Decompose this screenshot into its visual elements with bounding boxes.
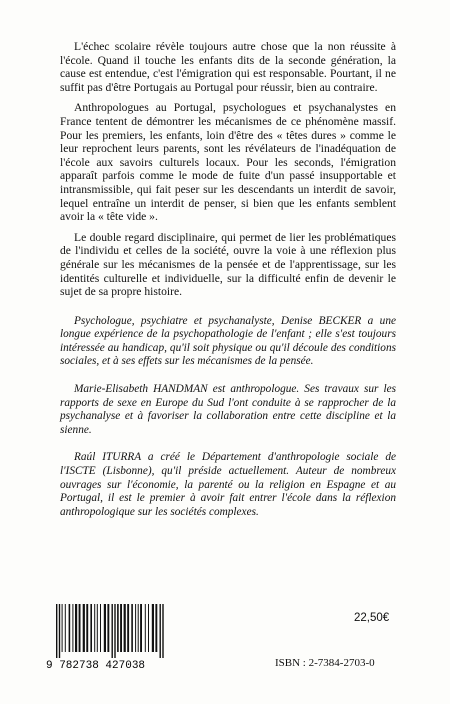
barcode-bar (83, 604, 85, 652)
barcode-bar (79, 604, 81, 652)
barcode-bar (120, 604, 122, 652)
barcode-bar (112, 604, 113, 658)
blurb-paragraph-1: L'échec scolaire révèle toujours autre chose que la non réussite à l'école. Quand il touche les enfants dits de la seconde génération, la cause est entendue, c'est l'émigration qui est responsable. Pourtant, il ne suffit pas d'être Portugais au Portugal pour réussir, bien au contraire. (60, 40, 396, 94)
barcode-bar (100, 604, 101, 652)
barcode-bar (162, 604, 163, 658)
bio-becker: Psychologue, psychiatre et psychanalyste, Denise BECKER a une longue expérience de la psychopathologie de l'enfant ; elle s'est toujours intéressée au handicap, qu'il soit physique ou qu'il découle des conditions sociales, et à ses effets sur les mécanismes de la pensée. (60, 314, 396, 368)
barcode-bar (59, 604, 60, 658)
barcode-bar (62, 604, 63, 652)
barcode-bar (86, 604, 88, 652)
bio-iturra: Raúl ITURRA a créé le Département d'anthropologie sociale de l'ISCTE (Lisbonne), qu'il préside actuellement. Auteur de nombreux ouvrages sur l'économie, la parenté ou la religion en Espagne et au Portugal, il est le premier à avoir fait entrer l'école dans la réflexion anthropologique sur les sociétés complexes. (60, 451, 396, 518)
barcode-bar (148, 604, 149, 652)
barcode-bar (117, 604, 119, 652)
barcode-bar (90, 604, 92, 652)
barcode-bar (72, 604, 73, 652)
price: 22,50€ (354, 612, 390, 624)
isbn: ISBN : 2-7384-2703-0 (275, 657, 375, 669)
barcode-bar (152, 604, 154, 652)
barcode-bar (69, 604, 71, 652)
barcode-bar (94, 604, 95, 652)
barcode-bars (46, 604, 244, 670)
barcode-bar (56, 604, 57, 658)
author-bios (60, 315, 396, 520)
blurb-paragraph-3: Le double regard disciplinaire, qui permet de lier les problématiques de l'individu et celles de la société, ouvre la voie à une réflexion plus générale sur les mécanismes de la pensée et de l'apprentissage, sur les identités culturelle et individuelle, sur la difficulté enfin de devenir le sujet de sa propre histoire. (60, 230, 396, 299)
blurb (60, 40, 396, 299)
barcode-bar (155, 604, 157, 652)
barcode-bar (127, 604, 129, 652)
barcode-bar (140, 604, 142, 652)
barcode (46, 604, 244, 670)
barcode-bar (97, 604, 98, 652)
barcode-bar (135, 604, 136, 652)
barcode-bar (160, 604, 161, 658)
barcode-bar (107, 604, 109, 652)
barcode-bar (145, 604, 146, 652)
bio-handman: Marie-Elisabeth HANDMAN est anthropologue. Ses travaux sur les rapports de sexe en Europe du Sud l'ont conduite à se rapprocher de la psychanalyse et à favoriser la collaboration entre cette discipline et la sienne. (60, 383, 396, 436)
barcode-bar (124, 604, 126, 652)
barcode-digits: 9 782738 427038 (46, 660, 146, 670)
cover-text (60, 40, 396, 533)
barcode-bar (104, 604, 106, 652)
barcode-bar (114, 604, 115, 658)
barcode-bar (65, 604, 66, 652)
barcode-bar (138, 604, 139, 652)
barcode-bar (131, 604, 133, 652)
blurb-paragraph-2: Anthropologues au Portugal, psychologues et psychanalystes en France tentent de démontrer les mécanismes de ce phénomène massif. Pour les premiers, les enfants, loin d'être des « têtes dures » comme le leur reprochent leurs parents, sont les révélateurs de l'inadéquation de l'école aux savoirs culturels locaux. Pour les seconds, l'émigration apparaît parfois comme le mode de fuite d'un passé insupportable et intransmissible, qui fait peser sur les descendants un interdit de savoir, lequel entraîne un interdit de penser, si bien que les enfants semblent avoir la « tête vide ». (60, 101, 396, 224)
barcode-bar (75, 604, 77, 652)
